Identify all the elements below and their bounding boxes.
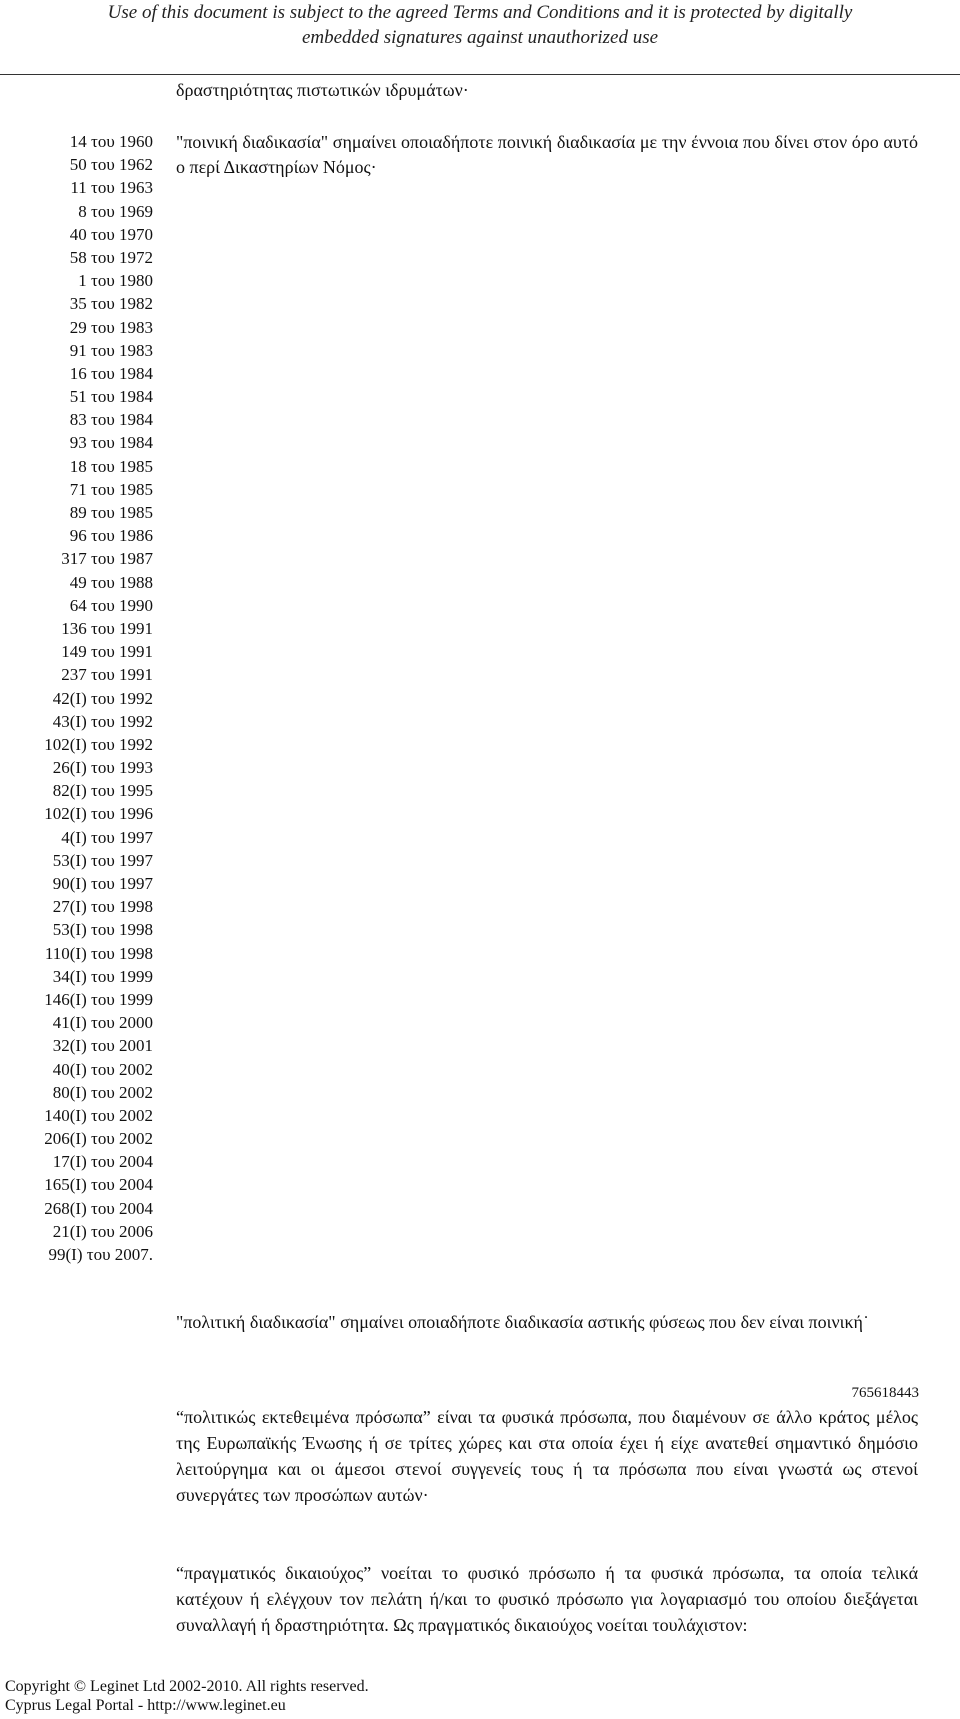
- marginal-reference-item: 40 του 1970: [69, 224, 153, 244]
- marginal-reference-item: 8 του 1969: [78, 201, 153, 221]
- marginal-reference-item: 99(Ι) του 2007.: [48, 1245, 153, 1264]
- continued-text-line: δραστηριότητας πιστωτικών ιδρυμάτων·: [176, 80, 469, 100]
- marginal-reference-item: 18 του 1985: [69, 456, 153, 476]
- marginal-reference-item: 110(Ι) του 1998: [44, 943, 153, 963]
- marginal-references-list: [0, 130, 153, 1266]
- marginal-reference-item: 14 του 1960: [69, 132, 153, 151]
- marginal-reference-item: 102(Ι) του 1996: [44, 804, 153, 824]
- marginal-reference-item: 17(Ι) του 2004: [52, 1152, 153, 1172]
- marginal-reference-item: 93 του 1984: [69, 433, 153, 453]
- marginal-reference-item: 146(Ι) του 1999: [44, 989, 153, 1009]
- marginal-reference-item: 43(Ι) του 1992: [52, 711, 153, 731]
- marginal-reference-item: 51 του 1984: [69, 387, 153, 407]
- marginal-reference-item: 317 του 1987: [61, 549, 153, 569]
- marginal-reference-item: 49 του 1988: [69, 572, 153, 592]
- marginal-reference-item: 34(Ι) του 1999: [52, 966, 153, 986]
- marginal-reference-item: 32(Ι) του 2001: [52, 1036, 153, 1056]
- marginal-reference-item: 26(Ι) του 1993: [52, 758, 153, 778]
- marginal-reference-item: 4(Ι) του 1997: [61, 827, 153, 847]
- marginal-reference-item: 136 του 1991: [61, 618, 153, 638]
- marginal-reference-item: 96 του 1986: [69, 526, 153, 546]
- marginal-reference-item: 58 του 1972: [69, 247, 153, 267]
- marginal-reference-item: 1 του 1980: [78, 271, 153, 291]
- definition-beneficial-owner: “πραγματικός δικαιούχος” νοείται το φυσικό πρόσωπο ή τα φυσικά πρόσωπα, τα οποία τελικά κατέχουν ή ελέγχουν τον πελάτη ή/και το φυσικό πρόσωπο για λογαριασμό του οποίου διεξάγεται συναλλαγή ή δραστηριότητα. Ως πραγματικός δικαιούχος νοείται τουλάχιστον:: [176, 1563, 918, 1635]
- footer-copyright: Copyright © Leginet Ltd 2002-2010. All rights reserved.: [5, 1678, 369, 1695]
- marginal-reference-item: 42(Ι) του 1992: [52, 688, 153, 708]
- marginal-reference-item: 21(Ι) του 2006: [52, 1221, 153, 1241]
- marginal-reference-item: 53(Ι) του 1997: [52, 850, 153, 870]
- marginal-reference-item: 40(Ι) του 2002: [52, 1059, 153, 1079]
- definition-politically-exposed-persons: “πολιτικώς εκτεθειμένα πρόσωπα” είναι τα φυσικά πρόσωπα, που διαμένουν σε άλλο κράτος μέλος της Ευρωπαϊκής Ένωσης ή σε τρίτες χώρες και στα οποία έχει ή είχε ανατεθεί σημαντικό δημόσιο λειτούργημα και οι άμεσοι στενοί συγγενείς τους ή τα πρόσωπα που είναι γνωστά ως στενοί συνεργάτες των προσώπων αυτών·: [176, 1407, 918, 1505]
- marginal-reference-item: 71 του 1985: [69, 479, 153, 499]
- definition-criminal-proceedings: "ποινική διαδικασία" σημαίνει οποιαδήποτε ποινική διαδικασία με την έννοια που δίνει στον όρο αυτό ο περί Δικαστηρίων Νόμος·: [176, 132, 918, 177]
- marginal-reference-item: 83 του 1984: [69, 410, 153, 430]
- page-footer: [5, 1677, 369, 1715]
- usage-notice: [0, 0, 960, 50]
- marginal-reference-item: 82(Ι) του 1995: [52, 781, 153, 801]
- marginal-reference-item: 64 του 1990: [69, 595, 153, 615]
- marginal-reference-item: 80(Ι) του 2002: [52, 1082, 153, 1102]
- marginal-reference-item: 91 του 1983: [69, 340, 153, 360]
- marginal-reference-item: 89 του 1985: [69, 503, 153, 522]
- marginal-reference-item: 11 του 1963: [70, 178, 153, 198]
- usage-notice-line-1: Use of this document is subject to the agreed Terms and Conditions and it is protected by digitally: [107, 2, 853, 23]
- marginal-reference-item: 268(Ι) του 2004: [44, 1198, 153, 1218]
- marginal-reference-item: 50 του 1962: [69, 155, 153, 175]
- marginal-reference-item: 149 του 1991: [61, 642, 153, 662]
- marginal-reference-item: 165(Ι) του 2004: [44, 1175, 153, 1195]
- marginal-reference-item: 140(Ι) του 2002: [44, 1105, 153, 1125]
- marginal-reference-item: 206(Ι) του 2002: [44, 1129, 153, 1149]
- footer-portal-link[interactable]: Cyprus Legal Portal - http://www.leginet.eu: [5, 1697, 286, 1714]
- marginal-reference-item: 53(Ι) του 1998: [52, 920, 153, 940]
- marginal-reference-item: 16 του 1984: [69, 363, 153, 383]
- marginal-reference-item: 29 του 1983: [69, 317, 153, 337]
- reference-number: 765618443: [851, 1385, 919, 1401]
- marginal-reference-item: 102(Ι) του 1992: [44, 734, 153, 754]
- marginal-reference-item: 90(Ι) του 1997: [52, 874, 153, 893]
- marginal-reference-item: 237 του 1991: [61, 665, 153, 685]
- header-divider: [0, 74, 960, 75]
- marginal-reference-item: 35 του 1982: [69, 294, 153, 314]
- marginal-reference-item: 27(Ι) του 1998: [52, 897, 153, 917]
- definition-civil-proceedings: "πολιτική διαδικασία" σημαίνει οποιαδήποτε διαδικασία αστικής φύσεως που δεν είναι ποινική˙: [176, 1312, 869, 1332]
- usage-notice-line-2: embedded signatures against unauthorized use: [301, 27, 659, 48]
- marginal-reference-item: 41(Ι) του 2000: [52, 1013, 153, 1033]
